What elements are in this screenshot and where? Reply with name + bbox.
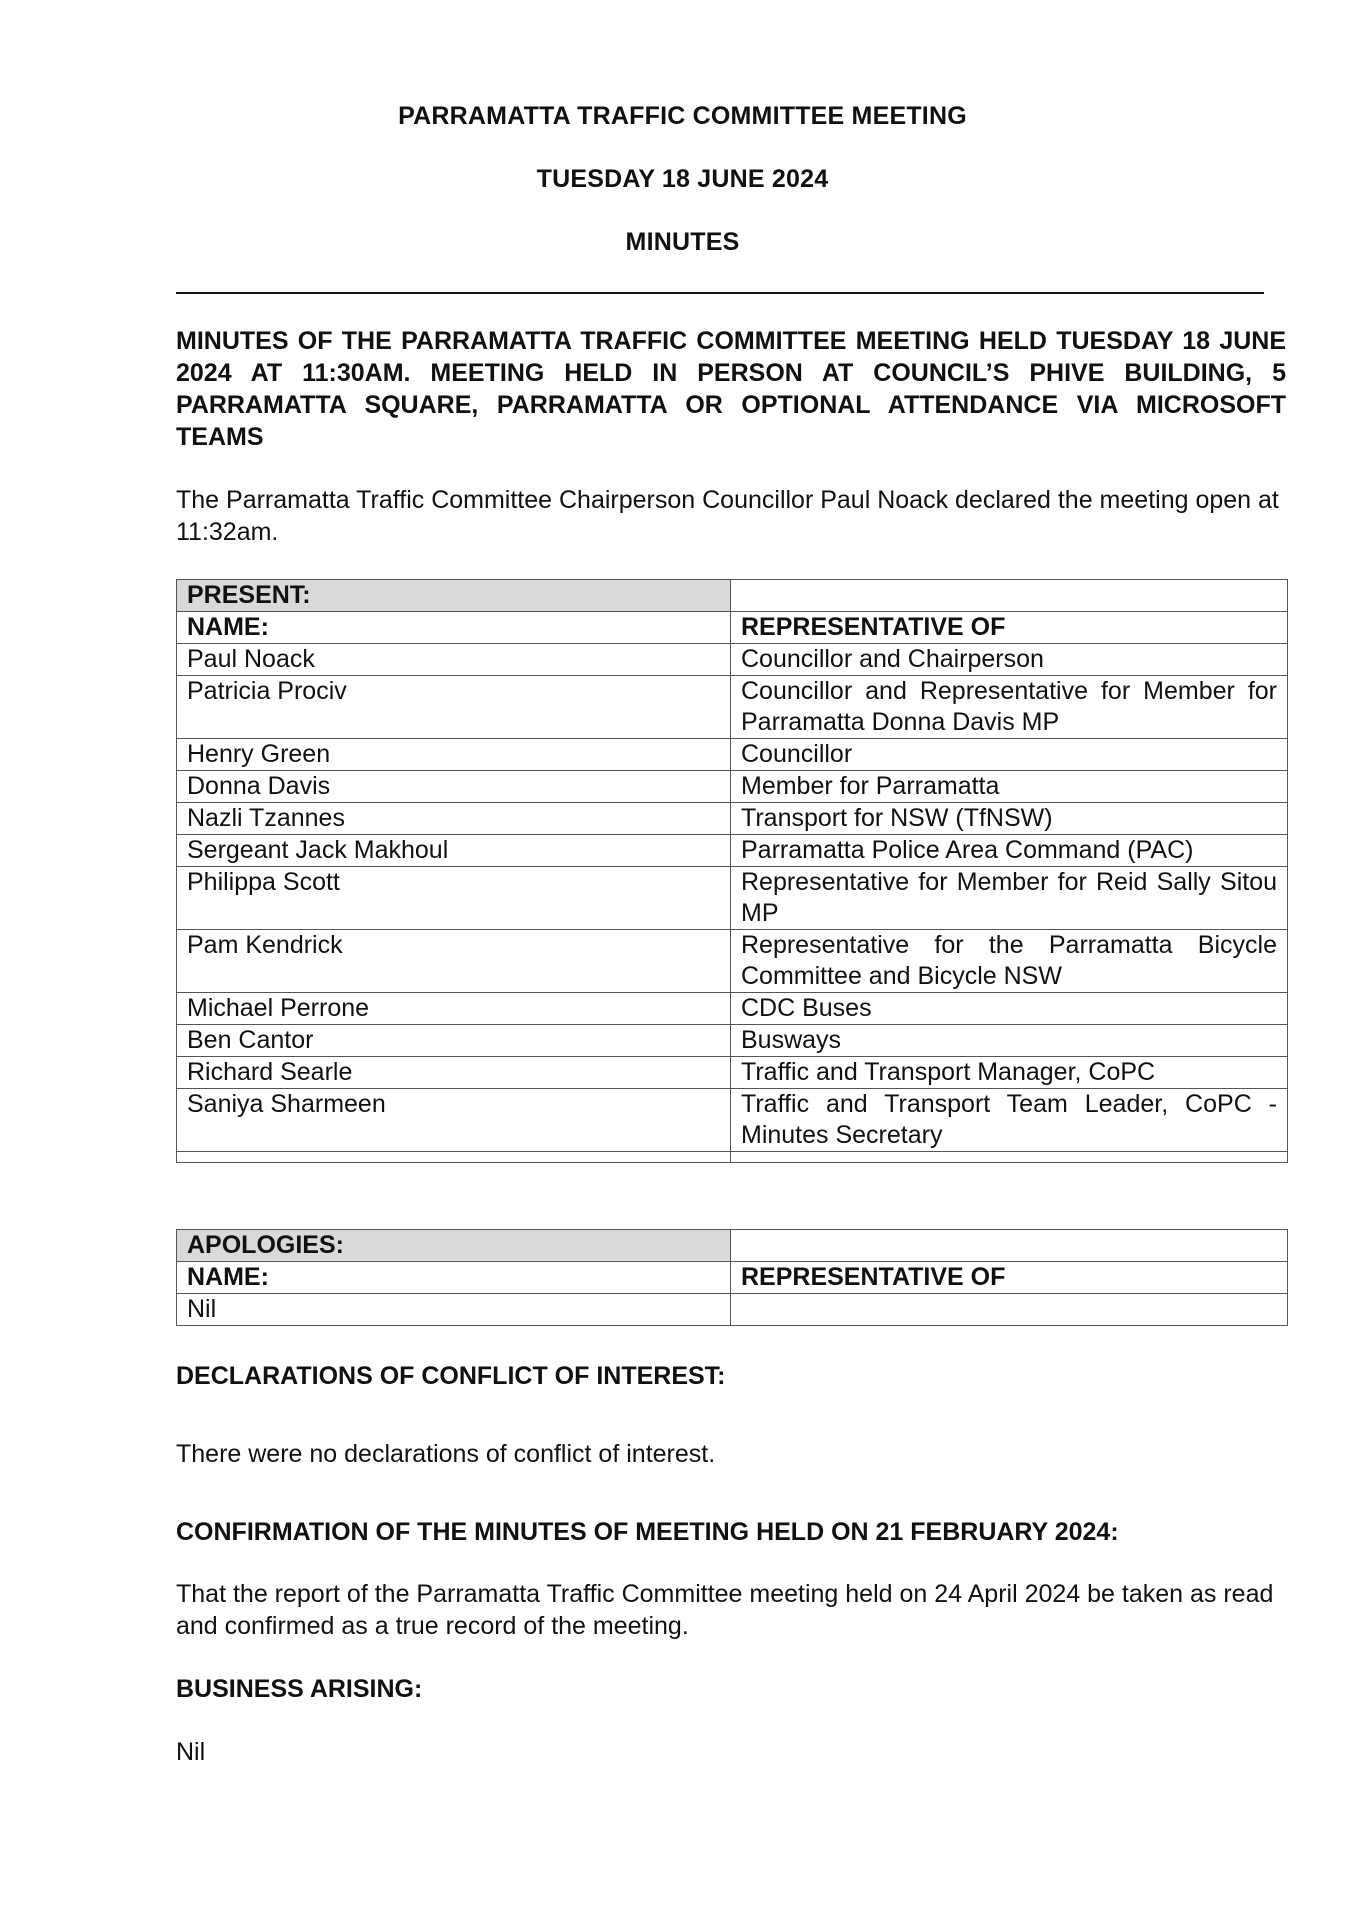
present-label: PRESENT:	[177, 580, 731, 612]
business-text: Nil	[176, 1738, 206, 1766]
attendee-representative: Traffic and Transport Manager, CoPC	[731, 1057, 1288, 1089]
attendee-representative: Councillor	[731, 739, 1288, 771]
table-row	[177, 1089, 1288, 1152]
attendee-name: Henry Green	[177, 739, 731, 771]
attendee-name: Ben Cantor	[177, 1025, 731, 1057]
document-type: MINUTES	[625, 228, 740, 256]
confirmation-heading: CONFIRMATION OF THE MINUTES OF MEETING HELD ON 21 FEBRUARY 2024:	[176, 1518, 1119, 1546]
table-row	[177, 993, 1288, 1025]
attendee-representative: Busways	[731, 1025, 1288, 1057]
attendee-representative: Member for Parramatta	[731, 771, 1288, 803]
table-row	[177, 867, 1288, 930]
representative-column-header: REPRESENTATIVE OF	[731, 1262, 1288, 1294]
opening-statement: The Parramatta Traffic Committee Chairperson Councillor Paul Noack declared the meeting open at 11:32am.	[176, 486, 1279, 546]
intro-heading: MINUTES OF THE PARRAMATTA TRAFFIC COMMITTEE MEETING HELD TUESDAY 18 JUNE 2024 AT 11:30AM. MEETING HELD IN PERSON AT COUNCIL’S PHIVE BUILDING, 5 PARRAMATTA SQUARE, PARRAMATTA OR OPTIONAL ATTENDANCE VIA MICROSOFT TEAMS	[176, 327, 1286, 451]
present-section-row	[177, 580, 1288, 612]
attendee-representative: Parramatta Police Area Command (PAC)	[731, 835, 1288, 867]
attendee-name: Michael Perrone	[177, 993, 731, 1025]
present-table	[176, 579, 1288, 1163]
attendee-representative	[731, 1294, 1288, 1326]
present-header-row	[177, 612, 1288, 644]
apologies-header-row	[177, 1262, 1288, 1294]
table-row	[177, 930, 1288, 993]
attendee-name: Philippa Scott	[177, 867, 731, 930]
conflict-text: There were no declarations of conflict of interest.	[176, 1440, 716, 1468]
attendee-name: Sergeant Jack Makhoul	[177, 835, 731, 867]
attendee-representative: Councillor and Chairperson	[731, 644, 1288, 676]
attendee-name: Nazli Tzannes	[177, 803, 731, 835]
table-row	[177, 803, 1288, 835]
meeting-date: TUESDAY 18 JUNE 2024	[536, 165, 829, 193]
representative-column-header: REPRESENTATIVE OF	[731, 612, 1288, 644]
attendee-name: Nil	[177, 1294, 731, 1326]
committee-title: PARRAMATTA TRAFFIC COMMITTEE MEETING	[398, 102, 967, 130]
table-spacer-row	[177, 1152, 1288, 1163]
conflict-heading: DECLARATIONS OF CONFLICT OF INTEREST:	[176, 1362, 726, 1390]
name-column-header: NAME:	[177, 1262, 731, 1294]
table-row	[177, 676, 1288, 739]
table-row	[177, 644, 1288, 676]
apologies-section-row	[177, 1230, 1288, 1262]
apologies-table	[176, 1229, 1288, 1326]
attendee-name: Pam Kendrick	[177, 930, 731, 993]
attendee-representative: Councillor and Representative for Member for Parramatta Donna Davis MP	[731, 676, 1288, 739]
table-row	[177, 1057, 1288, 1089]
attendee-name: Paul Noack	[177, 644, 731, 676]
attendee-representative: Traffic and Transport Team Leader, CoPC - Minutes Secretary	[731, 1089, 1288, 1152]
attendee-representative: CDC Buses	[731, 993, 1288, 1025]
name-column-header: NAME:	[177, 612, 731, 644]
attendee-name: Donna Davis	[177, 771, 731, 803]
table-row	[177, 1294, 1288, 1326]
table-row	[177, 771, 1288, 803]
attendee-name: Saniya Sharmeen	[177, 1089, 731, 1152]
attendee-name: Patricia Prociv	[177, 676, 731, 739]
attendee-representative: Representative for the Parramatta Bicycle Committee and Bicycle NSW	[731, 930, 1288, 993]
table-row	[177, 739, 1288, 771]
confirmation-text: That the report of the Parramatta Traffic Committee meeting held on 24 April 2024 be taken as read and confirmed as a true record of the meeting.	[176, 1580, 1274, 1640]
header-divider	[176, 292, 1264, 294]
table-row	[177, 1025, 1288, 1057]
business-heading: BUSINESS ARISING:	[176, 1675, 423, 1703]
attendee-name: Richard Searle	[177, 1057, 731, 1089]
apologies-label: APOLOGIES:	[177, 1230, 731, 1262]
attendee-representative: Representative for Member for Reid Sally Sitou MP	[731, 867, 1288, 930]
attendee-representative: Transport for NSW (TfNSW)	[731, 803, 1288, 835]
table-row	[177, 835, 1288, 867]
